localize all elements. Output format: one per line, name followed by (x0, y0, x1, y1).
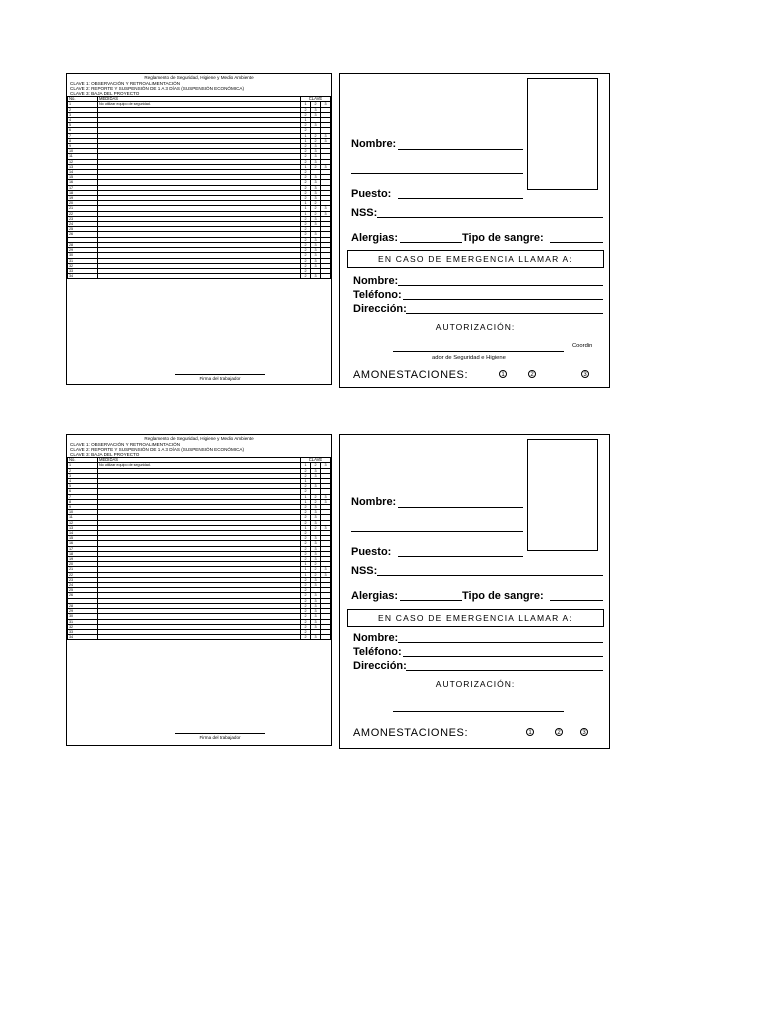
row-clave-1: 2 (301, 484, 311, 489)
id-card-top (339, 73, 610, 388)
col-no-header: No. (68, 97, 98, 102)
row-clave-2: 3 (311, 242, 321, 247)
col-medidas-header: MEDIDAS (98, 458, 301, 463)
row-clave-1: 2 (301, 473, 311, 478)
row-clave-2: 2 (311, 499, 321, 504)
row-clave-2: 2 (311, 138, 321, 143)
row-number: 26 (68, 593, 98, 598)
row-number: 33 (68, 629, 98, 634)
autorizacion-label: AUTORIZACIÓN: (435, 322, 516, 332)
row-number: 10 (68, 510, 98, 515)
emergency-direccion-line[interactable] (406, 313, 603, 314)
row-number: 22 (68, 572, 98, 577)
nss-label: NSS: (351, 565, 378, 577)
row-clave-1: 2 (301, 248, 311, 253)
row-clave-3: 3 (321, 572, 331, 577)
row-clave-1: 2 (301, 144, 311, 149)
emergency-banner: EN CASO DE EMERGENCIA LLAMAR A: (347, 609, 604, 627)
emergency-telefono-label: Teléfono: (353, 289, 402, 301)
row-clave-1: 2 (301, 489, 311, 494)
row-number: 31 (68, 619, 98, 624)
alergias-label: Alergias: (351, 590, 399, 602)
row-clave-2: 2 (311, 201, 321, 206)
row-clave-1: 2 (301, 196, 311, 201)
clave-line-2: CLAVE 2: REPORTE Y SUSPENSIÓN DE 1 A 3 DÍAS (SUSPENSIÓN ECONÓMICA) (70, 85, 245, 91)
row-clave-2: 3 (311, 557, 321, 562)
row-number: 15 (68, 175, 98, 180)
warning-circle-2[interactable]: 2 (528, 370, 536, 378)
row-clave-1: 2 (301, 154, 311, 159)
row-clave-1: 2 (301, 185, 311, 190)
puesto-label: Puesto: (351, 546, 392, 558)
row-clave-1: 2 (301, 635, 311, 640)
alergias-line[interactable] (400, 600, 462, 601)
row-measure (98, 635, 301, 640)
row-number: 34 (68, 274, 98, 279)
row-clave-3: 3 (321, 525, 331, 530)
row-number: 1 (68, 102, 98, 107)
warning-circle-3[interactable]: 3 (581, 370, 589, 378)
row-number: 19 (68, 196, 98, 201)
row-clave-1: 2 (301, 180, 311, 185)
row-clave-1: 2 (301, 468, 311, 473)
row-number: 13 (68, 164, 98, 169)
nombre-line-2[interactable] (351, 173, 523, 174)
row-number: 8 (68, 499, 98, 504)
amonestaciones-label: AMONESTACIONES: (353, 727, 469, 739)
row-number: 28 (68, 603, 98, 608)
col-clave-header: CLAVE (301, 97, 331, 102)
rules-table-body (68, 97, 331, 279)
rules-card-top (66, 73, 332, 385)
row-clave-1: 2 (301, 268, 311, 273)
row-clave-1: 2 (301, 551, 311, 556)
row-number: 26 (68, 232, 98, 237)
row-clave-1: 2 (301, 593, 311, 598)
row-clave-3: 3 (321, 138, 331, 143)
row-number: 4 (68, 479, 98, 484)
row-number: 31 (68, 258, 98, 263)
row-number: 16 (68, 180, 98, 185)
emergency-nombre-label: Nombre: (353, 632, 399, 644)
row-clave-1: 2 (301, 128, 311, 133)
row-number: 11 (68, 154, 98, 159)
row-clave-1: 2 (301, 557, 311, 562)
row-number: 3 (68, 473, 98, 478)
row-clave-1: 2 (301, 258, 311, 263)
tipo-sangre-line[interactable] (550, 600, 603, 601)
row-clave-1: 2 (301, 175, 311, 180)
row-clave-2: 3 (311, 112, 321, 117)
rules-table (67, 96, 331, 279)
nombre-label: Nombre: (351, 496, 397, 508)
clave-line-3: CLAVE 3: BAJA DEL PROYECTO (70, 452, 140, 457)
row-number: 15 (68, 536, 98, 541)
row-clave-2: 3 (311, 216, 321, 221)
warning-circle-2[interactable]: 2 (555, 728, 563, 736)
row-clave-1: 1 (301, 463, 311, 468)
row-number: 2 (68, 468, 98, 473)
row-clave-1: 2 (301, 253, 311, 258)
row-clave-2: 3 (311, 510, 321, 515)
row-clave-1: 2 (301, 159, 311, 164)
row-clave-2: 3 (311, 468, 321, 473)
row-clave-1: 1 (301, 525, 311, 530)
row-clave-2: 2 (311, 206, 321, 211)
row-clave-2: 3 (311, 175, 321, 180)
nombre-line-2[interactable] (351, 531, 523, 532)
emergency-telefono-line[interactable] (403, 299, 603, 300)
row-clave-1: 2 (301, 510, 311, 515)
row-clave-1: 2 (301, 536, 311, 541)
tipo-sangre-label: Tipo de sangre: (462, 232, 544, 244)
rules-table (67, 457, 331, 640)
row-clave-2: 3 (311, 520, 321, 525)
row-number: 13 (68, 525, 98, 530)
clave-line-1: CLAVE 1: OBSERVACIÓN Y RETROALIMENTACIÓN (70, 441, 181, 447)
row-clave-1: 2 (301, 112, 311, 117)
row-clave-2: 3 (311, 190, 321, 195)
signature-title: ador de Seguridad e Higiene (432, 355, 506, 361)
row-clave-1: 1 (301, 138, 311, 143)
row-clave-2: 3 (311, 149, 321, 154)
coordinator-label: Coordin (572, 343, 593, 349)
clave-line-3: CLAVE 3: BAJA DEL PROYECTO (70, 91, 140, 96)
tipo-sangre-line[interactable] (550, 242, 603, 243)
row-clave-3: 3 (321, 499, 331, 504)
row-clave-1: 1 (301, 206, 311, 211)
row-clave-2: 3 (311, 624, 321, 629)
row-number: 1 (68, 463, 98, 468)
row-number: 14 (68, 170, 98, 175)
clave-line-1: CLAVE 1: OBSERVACIÓN Y RETROALIMENTACIÓN (70, 80, 181, 86)
puesto-line[interactable] (398, 198, 523, 199)
row-clave-2: 3 (311, 541, 321, 546)
row-clave-1: 2 (301, 614, 311, 619)
photo-box (527, 78, 598, 190)
row-clave-2: 3 (311, 196, 321, 201)
row-clave-1: 2 (301, 123, 311, 128)
row-clave-2: 3 (311, 551, 321, 556)
autorizacion-line[interactable] (393, 711, 564, 712)
row-number: 32 (68, 263, 98, 268)
row-clave-1: 1 (301, 164, 311, 169)
row-clave-2: 2 (311, 494, 321, 499)
rules-title: Reglamento de Seguridad, Higiene y Medio Ambiente (144, 436, 254, 441)
row-clave-2: 2 (311, 164, 321, 169)
row-number: 4 (68, 118, 98, 123)
row-clave-2: 3 (311, 107, 321, 112)
row-clave-1: 2 (301, 227, 311, 232)
row-clave-1: 2 (301, 546, 311, 551)
row-clave-1: 1 (301, 562, 311, 567)
row-number: 18 (68, 551, 98, 556)
row-number: 9 (68, 505, 98, 510)
row-clave-2: 3 (311, 237, 321, 242)
photo-box (527, 439, 598, 551)
row-clave-1: 2 (301, 588, 311, 593)
row-clave-1: 2 (301, 577, 311, 582)
row-number: 29 (68, 609, 98, 614)
row-number: 28 (68, 242, 98, 247)
rules-table-body (68, 458, 331, 640)
rules-card-bottom (66, 434, 332, 746)
row-number: 14 (68, 531, 98, 536)
row-number: 33 (68, 268, 98, 273)
row-clave-1: 2 (301, 149, 311, 154)
emergency-telefono-line[interactable] (403, 656, 603, 657)
row-clave-2: 3 (311, 619, 321, 624)
row-clave-1: 2 (301, 598, 311, 603)
row-clave-2: 3 (311, 180, 321, 185)
row-number: 34 (68, 635, 98, 640)
row-number: 18 (68, 190, 98, 195)
row-clave-2: 2 (311, 572, 321, 577)
row-clave-2: 2 (311, 567, 321, 572)
nss-line[interactable] (377, 217, 603, 218)
row-clave-2: 2 (311, 102, 321, 107)
row-clave-2: 3 (311, 144, 321, 149)
rules-title: Reglamento de Seguridad, Higiene y Medio Ambiente (144, 75, 254, 80)
row-clave-1: 2 (301, 520, 311, 525)
row-clave-2: 3 (311, 609, 321, 614)
row-clave-2: 2 (311, 463, 321, 468)
emergency-telefono-label: Teléfono: (353, 646, 402, 658)
row-clave-3: 3 (321, 133, 331, 138)
row-clave-2: 3 (311, 274, 321, 279)
row-number: 29 (68, 248, 98, 253)
row-number: 24 (68, 222, 98, 227)
signature-line (175, 733, 265, 734)
alergias-line[interactable] (400, 242, 462, 243)
row-clave-1: 1 (301, 133, 311, 138)
emergency-banner: EN CASO DE EMERGENCIA LLAMAR A: (347, 250, 604, 268)
emergency-nombre-line[interactable] (398, 642, 603, 643)
row-number: 6 (68, 489, 98, 494)
row-number: 22 (68, 211, 98, 216)
emergency-direccion-line[interactable] (406, 670, 603, 671)
row-measure (98, 274, 301, 279)
row-clave-1: 2 (301, 541, 311, 546)
row-number: 8 (68, 138, 98, 143)
row-number: 24 (68, 583, 98, 588)
row-number: 19 (68, 557, 98, 562)
row-clave-3: 3 (321, 463, 331, 468)
row-number: 25 (68, 588, 98, 593)
row-clave-3: 3 (321, 567, 331, 572)
row-number: 20 (68, 201, 98, 206)
row-clave-2: 2 (311, 525, 321, 530)
row-number: 20 (68, 562, 98, 567)
row-clave-2: 3 (311, 614, 321, 619)
row-clave-2: 3 (311, 546, 321, 551)
row-clave-2: 3 (311, 248, 321, 253)
row-number: 23 (68, 577, 98, 582)
emergency-direccion-label: Dirección: (353, 660, 407, 672)
row-number: 7 (68, 133, 98, 138)
row-clave-1: 2 (301, 583, 311, 588)
row-clave-1: 2 (301, 603, 311, 608)
row-clave-1: 1 (301, 494, 311, 499)
row-clave-2: 3 (311, 603, 321, 608)
row-clave-2: 3 (311, 258, 321, 263)
alergias-label: Alergias: (351, 232, 399, 244)
row-measure: No utilizar equipo de seguridad. (98, 102, 301, 107)
row-number: 21 (68, 206, 98, 211)
row-clave-2: 3 (311, 635, 321, 640)
row-clave-1: 2 (301, 624, 311, 629)
row-clave-2: 3 (311, 505, 321, 510)
row-number: 30 (68, 253, 98, 258)
warning-circle-1[interactable]: 1 (499, 370, 507, 378)
row-number: 3 (68, 112, 98, 117)
row-clave-2: 3 (311, 536, 321, 541)
row-clave-1: 2 (301, 505, 311, 510)
row-clave-1: 1 (301, 479, 311, 484)
autorizacion-label: AUTORIZACIÓN: (435, 679, 516, 689)
row-number: 6 (68, 128, 98, 133)
row-clave-1: 2 (301, 107, 311, 112)
row-number: 17 (68, 185, 98, 190)
signature-caption: Firma del trabajador (199, 735, 241, 740)
col-clave-header: CLAVE (301, 458, 331, 463)
row-clave-2: 3 (311, 185, 321, 190)
emergency-nombre-label: Nombre: (353, 275, 399, 287)
row-number: 10 (68, 149, 98, 154)
row-clave-1: 2 (301, 263, 311, 268)
row-number: 23 (68, 216, 98, 221)
puesto-line[interactable] (398, 556, 523, 557)
col-no-header: No. (68, 458, 98, 463)
nombre-line[interactable] (398, 507, 523, 508)
row-clave-2: 3 (311, 473, 321, 478)
row-clave-2: 3 (311, 598, 321, 603)
row-clave-1: 1 (301, 572, 311, 577)
signature-line (175, 374, 265, 375)
row-number: 2 (68, 107, 98, 112)
autorizacion-line[interactable] (393, 351, 564, 352)
id-card-bottom (339, 434, 610, 749)
row-clave-1: 2 (301, 619, 311, 624)
row-number: 7 (68, 494, 98, 499)
emergency-direccion-label: Dirección: (353, 303, 407, 315)
row-clave-2: 3 (311, 154, 321, 159)
row-clave-1: 2 (301, 216, 311, 221)
row-clave-2: 3 (311, 484, 321, 489)
row-number: 30 (68, 614, 98, 619)
puesto-label: Puesto: (351, 188, 392, 200)
row-number: 9 (68, 144, 98, 149)
row-clave-1: 2 (301, 515, 311, 520)
row-number: 17 (68, 546, 98, 551)
table-row (68, 635, 331, 640)
row-number: 32 (68, 624, 98, 629)
nss-label: NSS: (351, 207, 378, 219)
row-clave-2: 3 (311, 253, 321, 258)
tipo-sangre-label: Tipo de sangre: (462, 590, 544, 602)
row-number: 16 (68, 541, 98, 546)
row-clave-2: 3 (311, 263, 321, 268)
clave-line-2: CLAVE 2: REPORTE Y SUSPENSIÓN DE 1 A 3 DÍAS (SUSPENSIÓN ECONÓMICA) (70, 446, 245, 452)
row-number: 5 (68, 123, 98, 128)
row-clave-1: 1 (301, 499, 311, 504)
row-clave-2: 3 (311, 159, 321, 164)
row-clave-1: 2 (301, 609, 311, 614)
row-clave-2: 3 (311, 232, 321, 237)
row-clave-2: 3 (311, 577, 321, 582)
row-clave-1: 2 (301, 237, 311, 242)
row-clave-1: 1 (301, 118, 311, 123)
row-number: 25 (68, 227, 98, 232)
row-clave-1: 2 (301, 274, 311, 279)
row-clave-2: 3 (311, 515, 321, 520)
row-clave-1: 1 (301, 211, 311, 216)
row-clave-2: 2 (311, 562, 321, 567)
row-clave-3: 3 (321, 206, 331, 211)
table-row (68, 274, 331, 279)
row-clave-1: 2 (301, 232, 311, 237)
row-clave-1: 2 (301, 629, 311, 634)
row-clave-1: 2 (301, 190, 311, 195)
nombre-label: Nombre: (351, 138, 397, 150)
row-number: 5 (68, 484, 98, 489)
row-clave-2: 3 (311, 123, 321, 128)
row-number: 12 (68, 520, 98, 525)
warning-circle-1[interactable]: 1 (526, 728, 534, 736)
row-number: 11 (68, 515, 98, 520)
row-clave-3: 3 (321, 211, 331, 216)
row-clave-3: 3 (321, 164, 331, 169)
row-number: 12 (68, 159, 98, 164)
nss-line[interactable] (377, 575, 603, 576)
row-clave-3: 3 (321, 102, 331, 107)
row-clave-1: 1 (301, 102, 311, 107)
warning-circle-3[interactable]: 3 (580, 728, 588, 736)
row-clave-1: 2 (301, 170, 311, 175)
row-clave-2: 2 (311, 211, 321, 216)
row-clave-1: 1 (301, 567, 311, 572)
row-clave-1: 2 (301, 222, 311, 227)
row-clave-2: 3 (311, 583, 321, 588)
row-number: 21 (68, 567, 98, 572)
nombre-line[interactable] (398, 149, 523, 150)
row-clave-2: 3 (311, 222, 321, 227)
emergency-nombre-line[interactable] (398, 285, 603, 286)
row-measure: No utilizar equipo de seguridad. (98, 463, 301, 468)
row-clave-1: 1 (301, 201, 311, 206)
row-clave-1: 2 (301, 242, 311, 247)
row-clave-2: 3 (311, 593, 321, 598)
row-clave-3 (321, 635, 331, 640)
row-clave-1: 2 (301, 531, 311, 536)
col-medidas-header: MEDIDAS (98, 97, 301, 102)
amonestaciones-label: AMONESTACIONES: (353, 369, 469, 381)
signature-caption: Firma del trabajador (199, 376, 241, 381)
row-clave-3: 3 (321, 494, 331, 499)
row-clave-3 (321, 274, 331, 279)
row-clave-2: 2 (311, 133, 321, 138)
